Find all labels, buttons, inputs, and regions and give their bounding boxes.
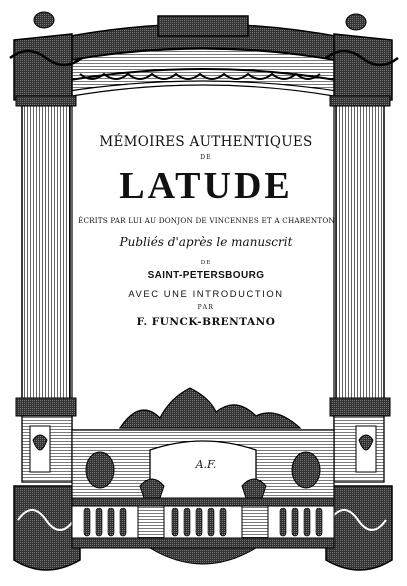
subtitle-saint-petersbourg: SAINT-PETERSBOURG (147, 270, 265, 281)
right-column (326, 14, 398, 570)
subtitle-par: PAR (197, 304, 215, 311)
title-main-latude: LATUDE (119, 165, 293, 207)
title-line-de: DE (200, 154, 212, 161)
left-column (10, 12, 82, 570)
subtitle-ecrits: ÉCRITS PAR LUI AU DONJON DE VINCENNES ET A CHARENTON (78, 216, 335, 225)
subtitle-introduction: AVEC UNE INTRODUCTION (128, 288, 284, 299)
title-line-memoires: MÉMOIRES AUTHENTIQUES (99, 134, 313, 150)
subtitle-de: DE (200, 260, 212, 266)
monogram: A.F. (195, 458, 217, 471)
title-text-block (78, 128, 334, 329)
subtitle-publies: Publiés d'après le manuscrit (119, 235, 293, 249)
author-name: F. FUNCK-BRENTANO (136, 316, 276, 328)
